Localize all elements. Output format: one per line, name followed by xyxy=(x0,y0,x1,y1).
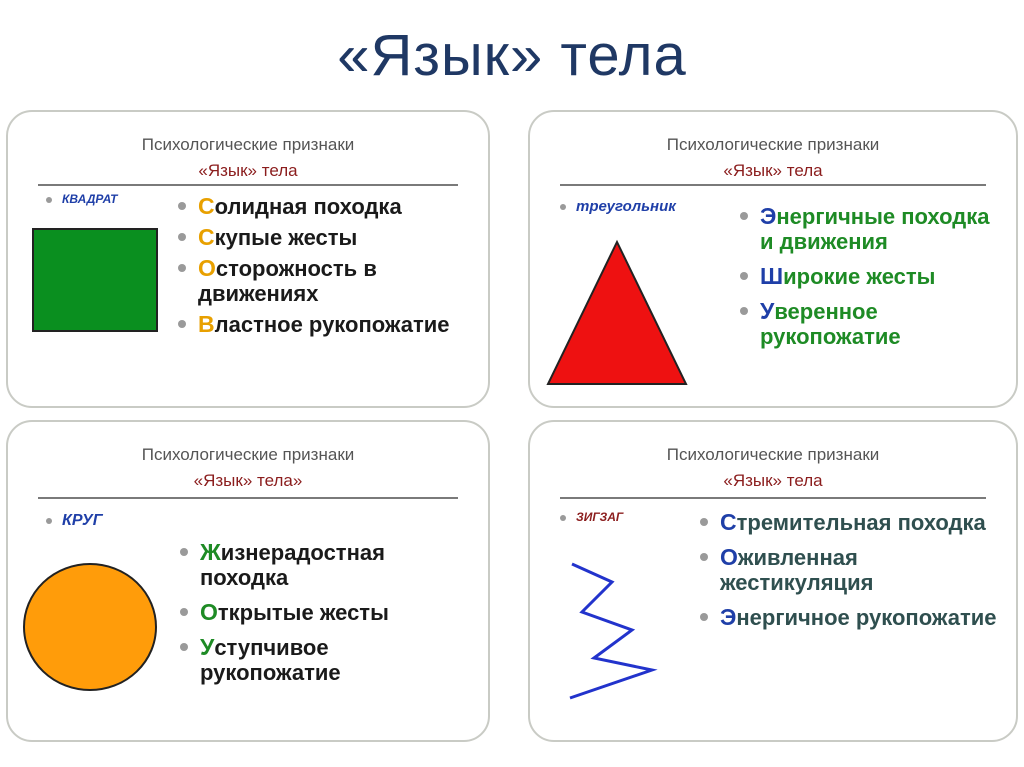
shape-label xyxy=(560,510,623,524)
card-header xyxy=(8,132,488,184)
list-item: Уверенное рукопожатие xyxy=(738,299,1008,349)
trait-list xyxy=(178,540,468,691)
card-header-line1: Психологические признаки xyxy=(141,135,355,154)
triangle-mark xyxy=(548,242,686,384)
card-zigzag xyxy=(528,420,1018,742)
shape-label xyxy=(46,192,117,206)
bullet-dot xyxy=(46,197,52,203)
header-divider xyxy=(560,497,986,499)
card-header xyxy=(530,442,1016,494)
circle-shape xyxy=(22,562,158,692)
trait-list xyxy=(738,204,1008,355)
shape-label-text: треугольник xyxy=(576,198,676,215)
list-item: Властное рукопожатие xyxy=(176,312,466,337)
card-circle xyxy=(6,420,490,742)
list-item: Энергичное рукопожатие xyxy=(698,605,998,630)
list-item: Энергичные походка и движения xyxy=(738,204,1008,254)
card-header-line1: Психологические признаки xyxy=(141,445,355,464)
list-item: Жизнерадостная походка xyxy=(178,540,468,590)
card-header-line2: «Язык» тела xyxy=(723,161,823,180)
triangle-shape xyxy=(546,240,688,386)
shape-label xyxy=(560,198,676,215)
circle-mark xyxy=(24,564,156,690)
slide-title: «Язык» тела xyxy=(337,23,687,88)
trait-list xyxy=(698,510,998,636)
list-item: Солидная походка xyxy=(176,194,466,219)
card-header xyxy=(530,132,1016,184)
bullet-dot xyxy=(560,204,566,210)
square-shape xyxy=(32,228,158,332)
list-item: Скупые жесты xyxy=(176,225,466,250)
shape-label-text: КРУГ xyxy=(62,512,103,529)
zigzag-shape xyxy=(566,560,666,702)
header-divider xyxy=(560,184,986,186)
list-item: Осторожность в движениях xyxy=(176,256,466,306)
list-item: Открытые жесты xyxy=(178,600,468,625)
shape-label xyxy=(46,512,103,530)
card-header-line2: «Язык» тела» xyxy=(193,471,303,490)
card-header xyxy=(8,442,488,494)
list-item: Широкие жесты xyxy=(738,264,1008,289)
header-divider xyxy=(38,184,458,186)
card-header-line1: Психологические признаки xyxy=(666,135,880,154)
header-divider xyxy=(38,497,458,499)
square-mark xyxy=(33,229,157,331)
bullet-dot xyxy=(560,515,566,521)
list-item: Оживленная жестикуляция xyxy=(698,545,998,595)
shape-label-text: КВАДРАТ xyxy=(62,192,118,206)
trait-list xyxy=(176,194,466,343)
bullet-dot xyxy=(46,518,52,524)
card-triangle xyxy=(528,110,1018,408)
zigzag-mark xyxy=(570,564,652,698)
list-item: Уступчивое рукопожатие xyxy=(178,635,468,685)
shape-label-text: ЗИГЗАГ xyxy=(576,510,624,524)
card-header-line2: «Язык» тела xyxy=(198,161,298,180)
card-square xyxy=(6,110,490,408)
card-header-line2: «Язык» тела xyxy=(723,471,823,490)
list-item: Стремительная походка xyxy=(698,510,998,535)
card-header-line1: Психологические признаки xyxy=(666,445,880,464)
